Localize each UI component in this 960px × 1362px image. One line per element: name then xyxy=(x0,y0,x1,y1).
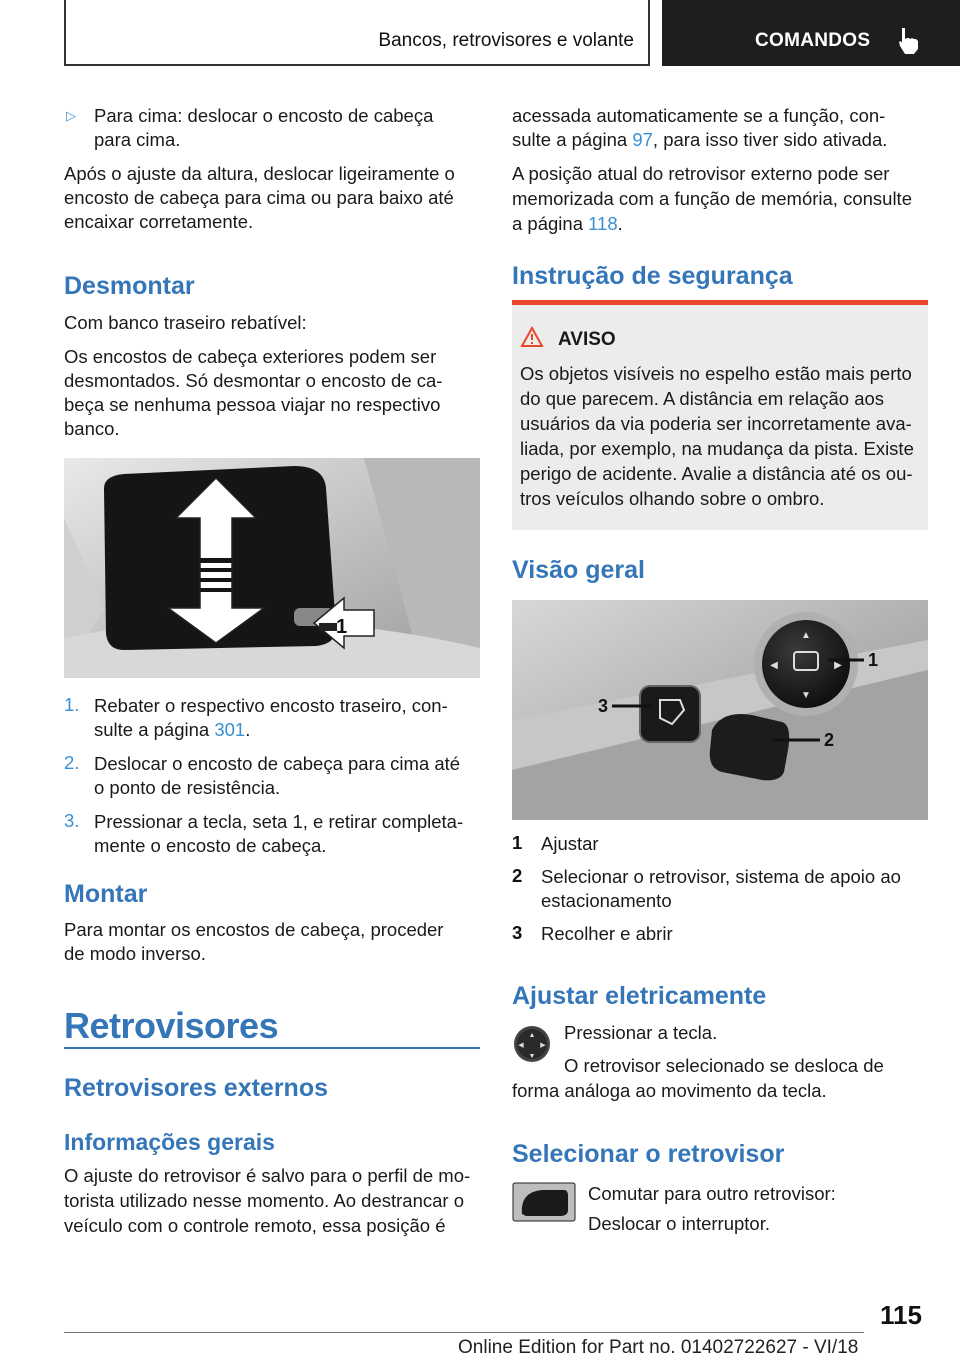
heading-retrovisores-externos: Retrovisores externos xyxy=(64,1074,329,1102)
step-text: Pressionar a tecla, seta 1, e retirar completa- xyxy=(94,811,464,832)
figure-callout: 3 xyxy=(598,696,609,716)
svg-text:▲: ▲ xyxy=(801,630,811,641)
header-section-box xyxy=(64,0,650,66)
svg-text:◀: ◀ xyxy=(770,660,778,671)
para-line: forma análoga ao movimento da tecla. xyxy=(512,1080,827,1101)
figure-callout: 1 xyxy=(336,616,348,638)
para-line: Deslocar o interruptor. xyxy=(588,1213,771,1234)
svg-text:▶: ▶ xyxy=(540,1042,546,1049)
step-number: 3. xyxy=(64,810,80,831)
para-line: veículo com o controle remoto, essa posição é xyxy=(64,1215,446,1236)
heading-rule xyxy=(64,1047,480,1049)
para-line: sulte a página 97, para isso tiver sido ativada. xyxy=(512,129,888,150)
step-text: sulte a página 301. xyxy=(94,719,251,740)
para-line: Com banco traseiro rebatível: xyxy=(64,312,307,333)
heading-ajustar-eletricamente: Ajustar eletricamente xyxy=(512,982,767,1010)
para-line: O ajuste do retrovisor é salvo para o perfil de mo- xyxy=(64,1165,471,1186)
footer-edition: Online Edition for Part no. 01402722627 - VI/18 xyxy=(458,1337,859,1358)
warning-triangle-icon xyxy=(520,326,544,348)
footer-rule xyxy=(64,1332,864,1333)
heading-visao-geral: Visão geral xyxy=(512,556,645,584)
warning-line: Os objetos visíveis no espelho estão mais perto xyxy=(520,363,912,384)
bullet-text-line2: para cima. xyxy=(94,129,181,150)
page-number: 115 xyxy=(880,1300,922,1330)
para-line: memorizada com a função de memória, consulte xyxy=(512,188,912,209)
warning-line: perigo de acidente. Avalie a distância até os ou- xyxy=(520,463,913,484)
mirror-switch-illustration xyxy=(512,600,928,820)
legend-number: 1 xyxy=(512,832,523,853)
step-text: Rebater o respectivo encosto traseiro, con- xyxy=(94,695,448,716)
para-line: Comutar para outro retrovisor: xyxy=(588,1183,836,1204)
para-line: Os encostos de cabeça exteriores podem ser xyxy=(64,346,437,367)
warning-line: tros veículos olhando sobre o ombro. xyxy=(520,488,825,509)
triangle-bullet-icon: ▷ xyxy=(66,108,76,123)
page-link[interactable]: 301 xyxy=(214,719,246,740)
para-line: encosto de cabeça para cima ou para baixo até xyxy=(64,187,454,208)
step-number: 2. xyxy=(64,752,80,773)
para-line: de modo inverso. xyxy=(64,943,206,964)
warning-title: AVISO xyxy=(558,329,616,350)
heading-desmontar: Desmontar xyxy=(64,272,195,300)
para-line: A posição atual do retrovisor externo pode ser xyxy=(512,163,890,184)
section-title: Bancos, retrovisores e volante xyxy=(378,30,634,51)
para-line: Para montar os encostos de cabeça, proceder xyxy=(64,919,444,940)
svg-text:◀: ◀ xyxy=(518,1042,524,1049)
heading-informacoes-gerais: Informações gerais xyxy=(64,1129,275,1155)
figure-callout: 2 xyxy=(824,730,835,750)
bullet-text-line1: Para cima: deslocar o encosto de cabeça xyxy=(94,105,434,126)
mirror-adjust-button-icon xyxy=(512,1024,552,1064)
legend-number: 3 xyxy=(512,922,523,943)
step-text: Deslocar o encosto de cabeça para cima até xyxy=(94,753,461,774)
para-line: banco. xyxy=(64,418,120,439)
legend-text: Ajustar xyxy=(541,833,599,854)
page-link[interactable]: 97 xyxy=(632,129,653,150)
legend-text: estacionamento xyxy=(541,890,672,911)
heading-retrovisores: Retrovisores xyxy=(64,1005,279,1046)
figure-callout: 1 xyxy=(868,650,879,670)
para-line: desmontados. Só desmontar o encosto de ca- xyxy=(64,370,443,391)
legend-text: Selecionar o retrovisor, sistema de apoio ao xyxy=(541,866,901,887)
para-line: O retrovisor selecionado se desloca de xyxy=(564,1055,884,1076)
svg-text:▶: ▶ xyxy=(834,660,842,671)
warning-line: do que parecem. A distância em relação aos xyxy=(520,388,885,409)
para-line: beça se nenhuma pessoa viajar no respectivo xyxy=(64,394,441,415)
svg-text:▼: ▼ xyxy=(801,690,811,701)
chapter-title: COMANDOS xyxy=(755,30,871,51)
para-line: a página 118. xyxy=(512,213,623,234)
step-number: 1. xyxy=(64,694,80,715)
warning-line: usuários da via poderia ser incorretamente ava- xyxy=(520,413,912,434)
step-text: o ponto de resistência. xyxy=(94,777,281,798)
step-text: mente o encosto de cabeça. xyxy=(94,835,327,856)
heading-selecionar-retrovisor: Selecionar o retrovisor xyxy=(512,1140,785,1168)
svg-text:▼: ▼ xyxy=(528,1053,536,1060)
legend-text: Recolher e abrir xyxy=(541,923,673,944)
heading-montar: Montar xyxy=(64,880,148,908)
pointing-hand-icon xyxy=(896,26,922,56)
headrest-illustration xyxy=(64,458,480,678)
para-line: Pressionar a tecla. xyxy=(564,1022,718,1043)
svg-text:▲: ▲ xyxy=(528,1032,536,1039)
para-line: acessada automaticamente se a função, con- xyxy=(512,105,886,126)
legend-number: 2 xyxy=(512,865,523,886)
heading-instrucao-seguranca: Instrução de segurança xyxy=(512,262,793,290)
para-line: encaixar corretamente. xyxy=(64,211,254,232)
warning-line: liada, por exemplo, na mudança da pista. Existe xyxy=(520,438,914,459)
header-chapter-box xyxy=(662,0,960,66)
para-line: Após o ajuste da altura, deslocar ligeiramente o xyxy=(64,163,455,184)
para-line: torista utilizado nesse momento. Ao destrancar o xyxy=(64,1190,465,1211)
mirror-selector-switch-icon xyxy=(512,1182,576,1222)
page-link[interactable]: 118 xyxy=(588,213,618,234)
